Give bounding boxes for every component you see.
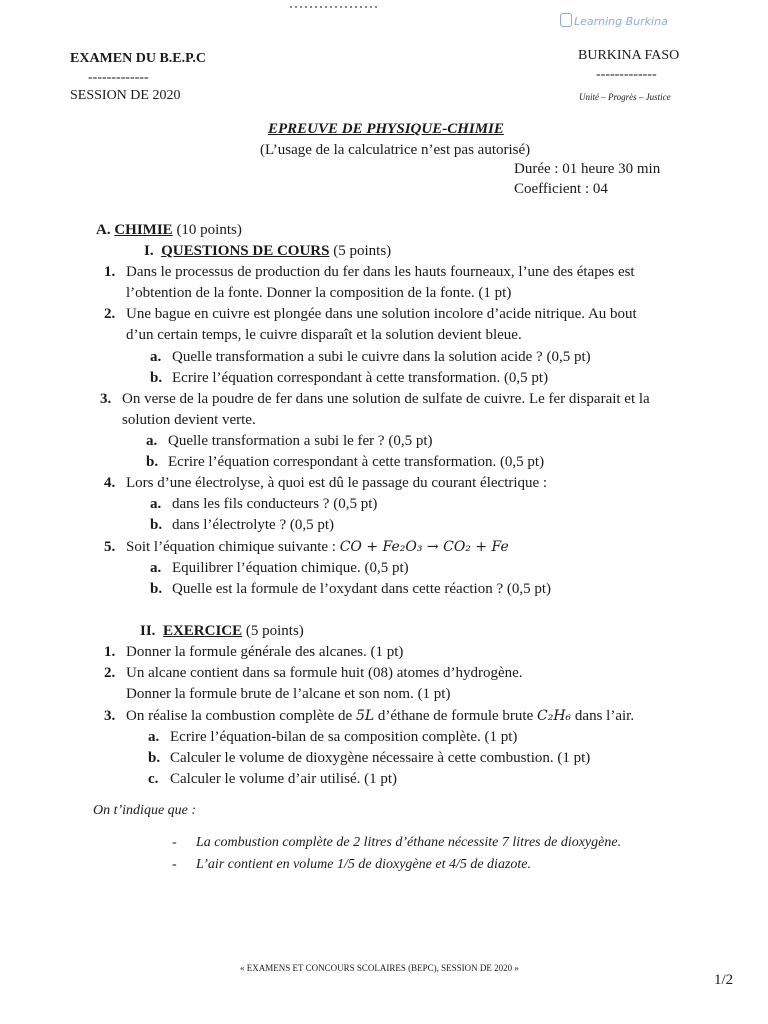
question-5-number: 5. xyxy=(104,539,116,555)
left-divider: ------------- xyxy=(88,70,149,85)
note-1-text: La combustion complète de 2 litres d’éthane nécessite 7 litres de dioxygène. xyxy=(196,835,622,850)
exercise-1-number: 1. xyxy=(104,644,116,660)
scan-mark xyxy=(290,6,380,8)
part-2-heading: II. EXERCICE (5 points) xyxy=(140,623,304,639)
exam-coefficient: Coefficient : 04 xyxy=(514,181,608,197)
footer-text: « EXAMENS ET CONCOURS SCOLAIRES (BEPC), SESSION DE 2020 » xyxy=(240,963,519,973)
exercise-3-number: 3. xyxy=(104,708,116,724)
question-5a-text: Equilibrer l’équation chimique. (0,5 pt) xyxy=(172,560,409,576)
question-5b-text: Quelle est la formule de l’oxydant dans cette réaction ? (0,5 pt) xyxy=(172,581,552,597)
page-number: 1/2 xyxy=(714,972,734,988)
exercise-2-line-1: Un alcane contient dans sa formule huit (08) atomes d’hydrogène. xyxy=(126,665,523,681)
exam-duration: Durée : 01 heure 30 min xyxy=(514,161,661,177)
exercise-2-line-2: Donner la formule brute de l’alcane et son nom. (1 pt) xyxy=(126,686,451,702)
question-4b-text: dans l’électrolyte ? (0,5 pt) xyxy=(172,517,335,533)
question-1-line-2: l’obtention de la fonte. Donner la composition de la fonte. (1 pt) xyxy=(126,285,512,301)
question-2b-text: Ecrire l’équation correspondant à cette transformation. (0,5 pt) xyxy=(172,370,549,386)
question-2-line-1: Une bague en cuivre est plongée dans une solution incolore d’acide nitrique. Au bout xyxy=(126,306,637,322)
question-5-line-1: Soit l’équation chimique suivante : CO + Fe₂O₃ → CO₂ + Fe xyxy=(126,539,509,555)
note-2-text: L’air contient en volume 1/5 de dioxygène et 4/5 de diazote. xyxy=(196,857,532,872)
exercise-3-line-1: On réalise la combustion complète de 5L d’éthane de formule brute C₂H₆ dans l’air. xyxy=(126,708,635,724)
exercise-3a-text: Ecrire l’équation-bilan de sa composition complète. (1 pt) xyxy=(170,729,518,745)
question-5b-label: b. xyxy=(150,581,163,597)
note-1-dash: - xyxy=(172,835,177,850)
session-label: SESSION DE 2020 xyxy=(70,88,181,103)
ethane-formula: C₂H₆ xyxy=(537,708,572,724)
question-4-line-1: Lors d’une électrolyse, à quoi est dû le passage du courant électrique : xyxy=(126,475,548,491)
exercise-3c-label: c. xyxy=(148,771,159,787)
right-divider: ------------- xyxy=(596,67,657,82)
part-1-heading: I. QUESTIONS DE COURS (5 points) xyxy=(144,243,392,259)
exercise-2-number: 2. xyxy=(104,665,116,681)
exercise-1-text: Donner la formule générale des alcanes. (1 pt) xyxy=(126,644,404,660)
question-3b-text: Ecrire l’équation correspondant à cette transformation. (0,5 pt) xyxy=(168,454,545,470)
exercise-3a-label: a. xyxy=(148,729,160,745)
note-intro: On t’indique que : xyxy=(93,803,197,818)
question-4b-label: b. xyxy=(150,517,163,533)
calculator-note: (L’usage de la calculatrice n’est pas autorisé) xyxy=(260,142,531,158)
question-2-line-2: d’un certain temps, le cuivre disparaît et la solution devient bleue. xyxy=(126,327,522,343)
exercise-3b-label: b. xyxy=(148,750,161,766)
question-3-number: 3. xyxy=(100,391,112,407)
exercise-3b-text: Calculer le volume de dioxygène nécessaire à cette combustion. (1 pt) xyxy=(170,750,591,766)
note-2-dash: - xyxy=(172,857,177,872)
section-a-heading: A. CHIMIE (10 points) xyxy=(96,222,242,238)
question-2b-label: b. xyxy=(150,370,163,386)
question-4a-text: dans les fils conducteurs ? (0,5 pt) xyxy=(172,496,378,512)
question-3-line-2: solution devient verte. xyxy=(122,412,256,428)
question-5a-label: a. xyxy=(150,560,162,576)
ethane-volume: 5L xyxy=(355,708,375,724)
question-2a-text: Quelle transformation a subi le cuivre dans la solution acide ? (0,5 pt) xyxy=(172,349,591,365)
exam-title: EPREUVE DE PHYSIQUE-CHIMIE xyxy=(268,121,504,137)
question-2a-label: a. xyxy=(150,349,162,365)
question-4-number: 4. xyxy=(104,475,116,491)
question-3-line-1: On verse de la poudre de fer dans une solution de sulfate de cuivre. Le fer disparait et la xyxy=(122,391,650,407)
exam-name: EXAMEN DU B.E.P.C xyxy=(70,51,206,66)
question-3a-text: Quelle transformation a subi le fer ? (0,5 pt) xyxy=(168,433,433,449)
chemical-equation: CO + Fe₂O₃ → CO₂ + Fe xyxy=(339,539,509,555)
country-name: BURKINA FASO xyxy=(578,48,680,63)
exercise-3c-text: Calculer le volume d’air utilisé. (1 pt) xyxy=(170,771,398,787)
question-1-line-1: Dans le processus de production du fer dans les hauts fourneaux, l’une des étapes est xyxy=(126,264,635,280)
question-4a-label: a. xyxy=(150,496,162,512)
question-3a-label: a. xyxy=(146,433,158,449)
question-2-number: 2. xyxy=(104,306,116,322)
question-3b-label: b. xyxy=(146,454,159,470)
national-motto: Unité – Progrès – Justice xyxy=(579,92,671,102)
question-1-number: 1. xyxy=(104,264,116,280)
watermark-logo-icon xyxy=(560,13,572,27)
watermark: Learning Burkina xyxy=(560,13,668,28)
